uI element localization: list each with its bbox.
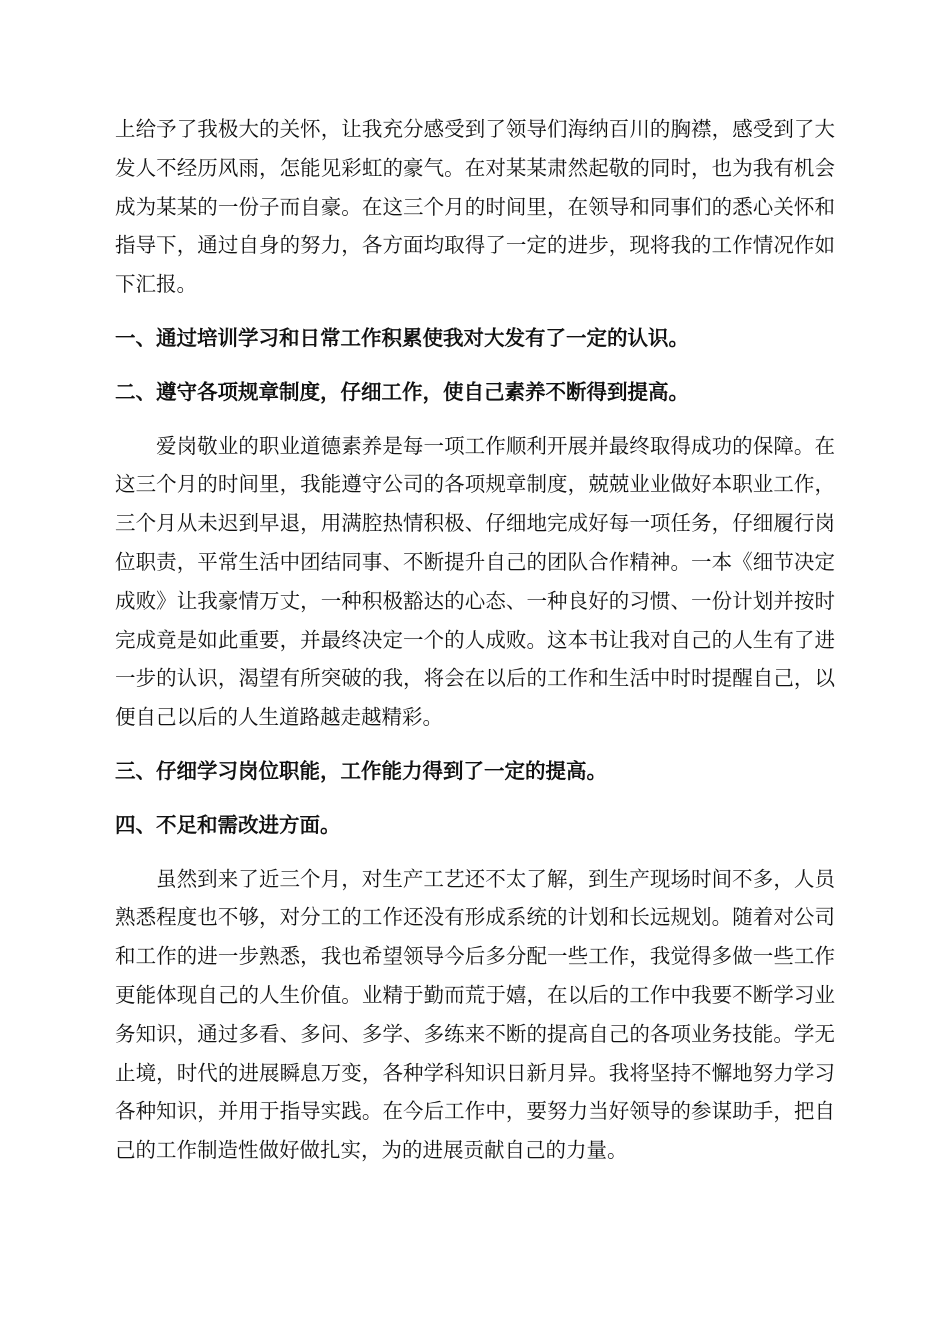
section-heading-3: 三、仔细学习岗位职能，工作能力得到了一定的提高。: [115, 758, 607, 783]
section-4-paragraph: 虽然到来了近三个月，对生产工艺还不太了解，到生产现场时间不多，人员熟悉程度也不够，对分工的工作还没有形成系统的计划和长远规划。随着对公司和工作的进一步熟悉，我也希望领导今后多分配一些工作，我觉得多做一些工作更能体现自己的人生价值。业精于勤而荒于嬉，在以后的工作中我要不断学习业务知识，通过多看、多问、多学、多练来不断的提高自己的各项业务技能。学无止境，时代的进展瞬息万变，各种学科知识日新月异。我将坚持不懈地努力学习各种知识，并用于指导实践。在今后工作中，要努力当好领导的参谋助手，把自己的工作制造性做好做扎实，为的进展贡献自己的力量。: [115, 866, 835, 1163]
section-heading-1: 一、通过培训学习和日常工作积累使我对大发有了一定的认识。: [115, 325, 689, 350]
section-heading-2: 二、遵守各项规章制度，仔细工作，使自己素养不断得到提高。: [115, 379, 689, 404]
section-2-paragraph: 爱岗敬业的职业道德素养是每一项工作顺利开展并最终取得成功的保障。在这三个月的时间里，我能遵守公司的各项规章制度，兢兢业业做好本职业工作，三个月从未迟到早退，用满腔热情积极、仔细地完成好每一项任务，仔细履行岗位职责，平常生活中团结同事、不断提升自己的团队合作精神。一本《细节决定成败》让我豪情万丈，一种积极豁达的心态、一种良好的习惯、一份计划并按时完成竟是如此重要，并最终决定一个的人成败。这本书让我对自己的人生有了进一步的认识，渴望有所突破的我，将会在以后的工作和生活中时时提醒自己，以便自己以后的人生道路越走越精彩。: [115, 433, 835, 730]
document-page: [115, 110, 835, 1170]
intro-paragraph: 上给予了我极大的关怀，让我充分感受到了领导们海纳百川的胸襟，感受到了大发人不经历风雨，怎能见彩虹的豪气。在对某某肃然起敬的同时，也为我有机会成为某某的一份子而自豪。在这三个月的时间里，在领导和同事们的悉心关怀和指导下，通过自身的努力，各方面均取得了一定的进步，现将我的工作情况作如下汇报。: [115, 117, 835, 297]
section-heading-4: 四、不足和需改进方面。: [115, 812, 341, 837]
